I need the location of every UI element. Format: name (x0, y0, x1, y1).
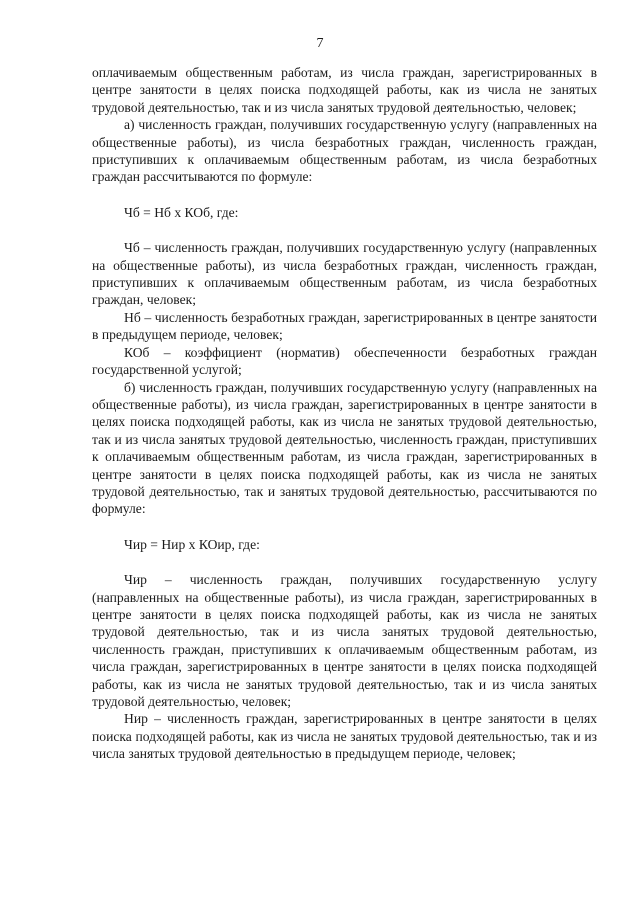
formula-job-seekers: Чир = Нир х КОир, где: (124, 536, 260, 552)
page-number: 7 (316, 36, 324, 51)
definition-nb: Нб – численность безработных граждан, зарегистрированных в центре занятости в предыдущем периоде, человек; (92, 309, 597, 343)
document-body (92, 64, 597, 763)
paragraph-item-b: б) численность граждан, получивших государственную услугу (направленных на общественные работы), из числа граждан, зарегистрированных в центре занятости в целях поиска подходящей работы, как из числа не занятых трудовой деятельностью, так и из числа занятых трудовой деятельностью, численность граждан, приступивших к оплачиваемым общественным работам, из числа граждан, зарегистрированных в центре занятости в целях поиска подходящей работы, как из числа не занятых трудовой деятельностью, так и занятых трудовой деятельностью, рассчитываются по формуле: (92, 379, 597, 517)
paragraph-item-a: а) численность граждан, получивших государственную услугу (направленных на общественные работы), из числа безработных граждан, численность граждан, приступивших к оплачиваемым общественным работам, из числа безработных граждан рассчитываются по формуле: (92, 117, 597, 185)
paragraph-continuation: оплачиваемым общественным работам, из числа граждан, зарегистрированных в центре занятости в целях поиска подходящей работы, как из числа не занятых трудовой деятельностью, так и из числа занятых трудовой деятельностью, человек; (92, 65, 597, 115)
definition-kob: КОб – коэффициент (норматив) обеспеченности безработных граждан государственной услугой; (92, 344, 597, 378)
formula-unemployed: Чб = Нб х КОб, где: (124, 204, 239, 220)
definition-nir: Нир – численность граждан, зарегистрированных в центре занятости в целях поиска подходящей работы, как из числа не занятых трудовой деятельностью, так и из числа занятых трудовой деятельностью в предыдущем периоде, человек; (92, 711, 597, 762)
definition-chb: Чб – численность граждан, получивших государственную услугу (направленных на общественные работы), из числа безработных граждан, численность граждан, приступивших к оплачиваемым общественным работам, из числа безработных граждан, человек; (92, 240, 597, 308)
definition-chir: Чир – численность граждан, получивших государственную услугу (направленных на общественные работы), из числа граждан, зарегистрированных в центре занятости в целях поиска подходящей работы, как из числа не занятых трудовой деятельностью, так и из числа занятых трудовой деятельностью, численность граждан, приступивших к оплачиваемым общественным работам, из числа граждан, зарегистрированных в центре занятости в целях поиска подходящей работы, как из числа не занятых трудовой деятельностью, так и из числа занятых трудовой деятельностью, человек; (92, 572, 597, 709)
